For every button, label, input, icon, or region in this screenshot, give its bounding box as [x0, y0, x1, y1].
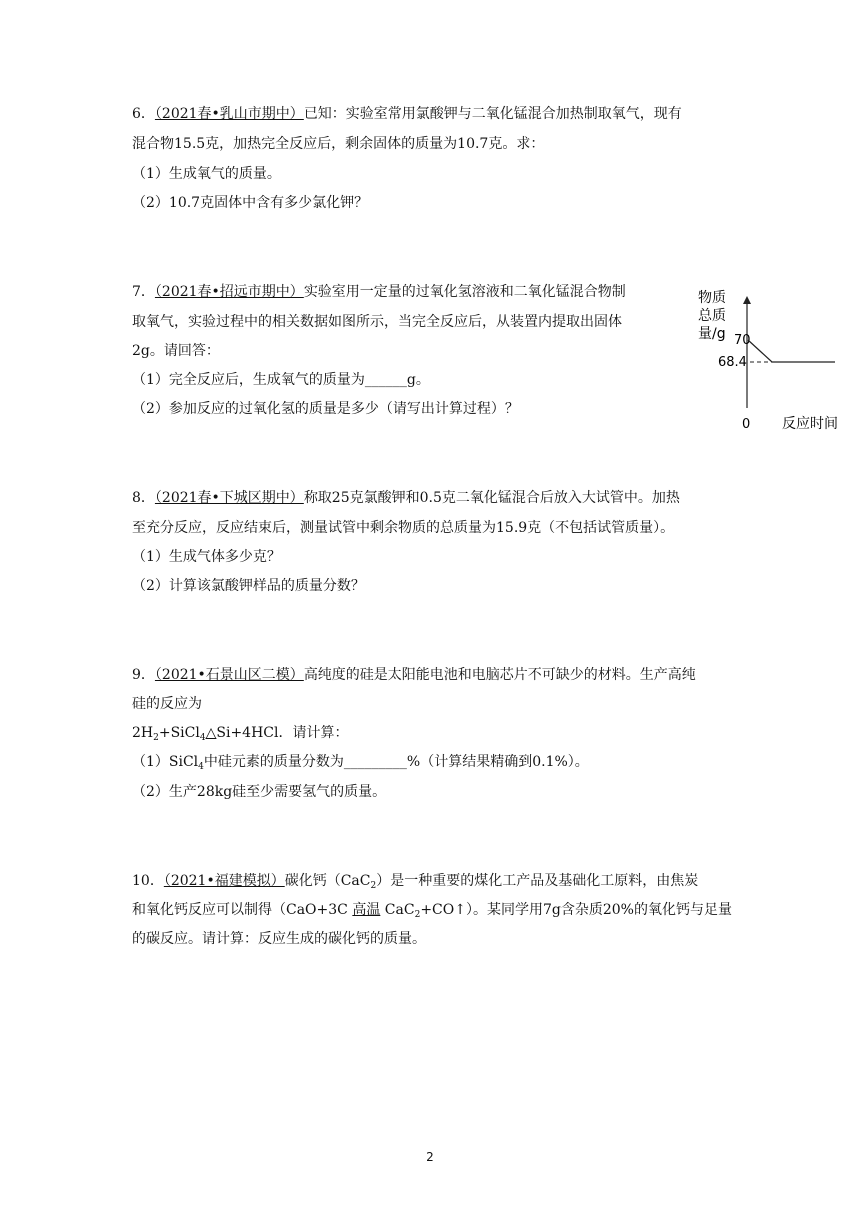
graph-mass-line: [748, 340, 835, 362]
q10-eq-condition: 高温: [352, 902, 381, 918]
q10-eq-sub: 2: [414, 910, 421, 920]
q7-line2: 取氧气，实验过程中的相关数据如图所示，当完全反应后，从装置内提取出固体: [132, 314, 622, 330]
q9-number: 9．: [132, 667, 155, 683]
q10-eq-b: CaC: [384, 902, 415, 918]
eq-h2-sub: 2: [153, 733, 159, 743]
page-number: 2: [426, 1150, 434, 1164]
q10-eq-c: +CO↑）。某同学用7g含杂质20%的氧化钙与足量: [420, 902, 732, 918]
q9-sub1-b: 中硅元素的质量分数为_________%（计算结果精确到0.1%）。: [203, 754, 589, 770]
graph-tick-68-4: 68.4: [718, 355, 747, 370]
eq-sicl-sub: 4: [199, 733, 206, 743]
q6-line1: [132, 104, 682, 124]
q7-sub1: （1）完全反应后，生成氧气的质量为______g。: [132, 372, 430, 388]
q10-text-a: 碳化钙（CaC: [284, 873, 371, 889]
q10-text-b: ）是一种重要的煤化工产品及基础化工原料，由焦炭: [376, 873, 699, 889]
q6-sub1: （1）生成氧气的质量。: [132, 166, 281, 182]
q9-equation: [132, 723, 348, 748]
q10-sub: 2: [370, 881, 377, 891]
graph-ylabel-3: 量/g: [698, 326, 726, 342]
q8-sub1: （1）生成气体多少克？: [132, 549, 281, 565]
q6-sub2: （2）10.7克固体中含有多少氯化钾？: [132, 195, 369, 211]
q9-source: （2021•石景山区二模）: [154, 667, 304, 683]
q6-number: 6．: [132, 106, 155, 122]
q9-sub1-sub: 4: [198, 762, 204, 772]
graph-ylabel-2: 总质: [698, 308, 726, 324]
q7-line1: [132, 282, 626, 302]
q8-source: （2021春•下城区期中）: [154, 490, 304, 506]
q7-number: 7．: [132, 284, 155, 300]
graph-y-arrow: [743, 296, 751, 304]
q6-source: （2021春•乳山市期中）: [154, 106, 304, 122]
q10-line1: [132, 871, 698, 896]
q9-line1: [132, 665, 696, 685]
eq-products: Si+4HCl．请计算：: [216, 725, 349, 741]
q8-line2: 至充分反应，反应结束后，测量试管中剩余物质的总质量为15.9克（不包括试管质量）。: [132, 520, 675, 536]
q8-sub2: （2）计算该氯酸钾样品的质量分数？: [132, 578, 365, 594]
q9-sub1-a: （1）SiCl: [132, 754, 199, 770]
q10-line3: 的碳反应。请计算：反应生成的碳化钙的质量。: [132, 931, 426, 947]
q7-mass-time-graph: [690, 280, 850, 440]
q6-line2: 混合物15.5克，加热完全反应后，剩余固体的质量为10.7克。求：: [132, 136, 545, 152]
q10-number: 10．: [132, 873, 164, 889]
eq-heat-condition: △: [205, 725, 217, 741]
q7-source: （2021春•招远市期中）: [154, 284, 304, 300]
q10-eq-a: 和氧化钙反应可以制得（CaO+3C: [132, 902, 348, 918]
eq-h2: 2H: [132, 725, 154, 741]
graph-xlabel: 反应时间: [782, 416, 838, 432]
q6-text: 已知：实验室常用氯酸钾与二氧化锰混合加热制取氧气，现有: [303, 106, 682, 122]
graph-origin: 0: [742, 417, 751, 432]
q9-sub1: [132, 752, 589, 777]
q8-number: 8．: [132, 490, 155, 506]
eq-sicl: +SiCl: [158, 725, 200, 741]
q7-sub2: （2）参加反应的过氧化氢的质量是多少（请写出计算过程）？: [132, 401, 519, 417]
q9-sub2: （2）生产28kg硅至少需要氢气的质量。: [132, 784, 387, 800]
graph-tick-70: 70: [734, 333, 751, 348]
q9-line2: 硅的反应为: [132, 696, 202, 712]
q7-line3: 2g。请回答：: [132, 343, 220, 359]
q10-source: （2021•福建模拟）: [163, 873, 285, 889]
q7-text: 实验室用一定量的过氧化氢溶液和二氧化锰混合物制: [303, 284, 626, 300]
q10-line2: [132, 900, 732, 925]
q8-text: 称取25克氯酸钾和0.5克二氧化锰混合后放入大试管中。加热: [303, 490, 680, 506]
q8-line1: [132, 488, 680, 508]
q9-text: 高纯度的硅是太阳能电池和电脑芯片不可缺少的材料。生产高纯: [303, 667, 696, 683]
graph-ylabel-1: 物质: [698, 290, 726, 306]
